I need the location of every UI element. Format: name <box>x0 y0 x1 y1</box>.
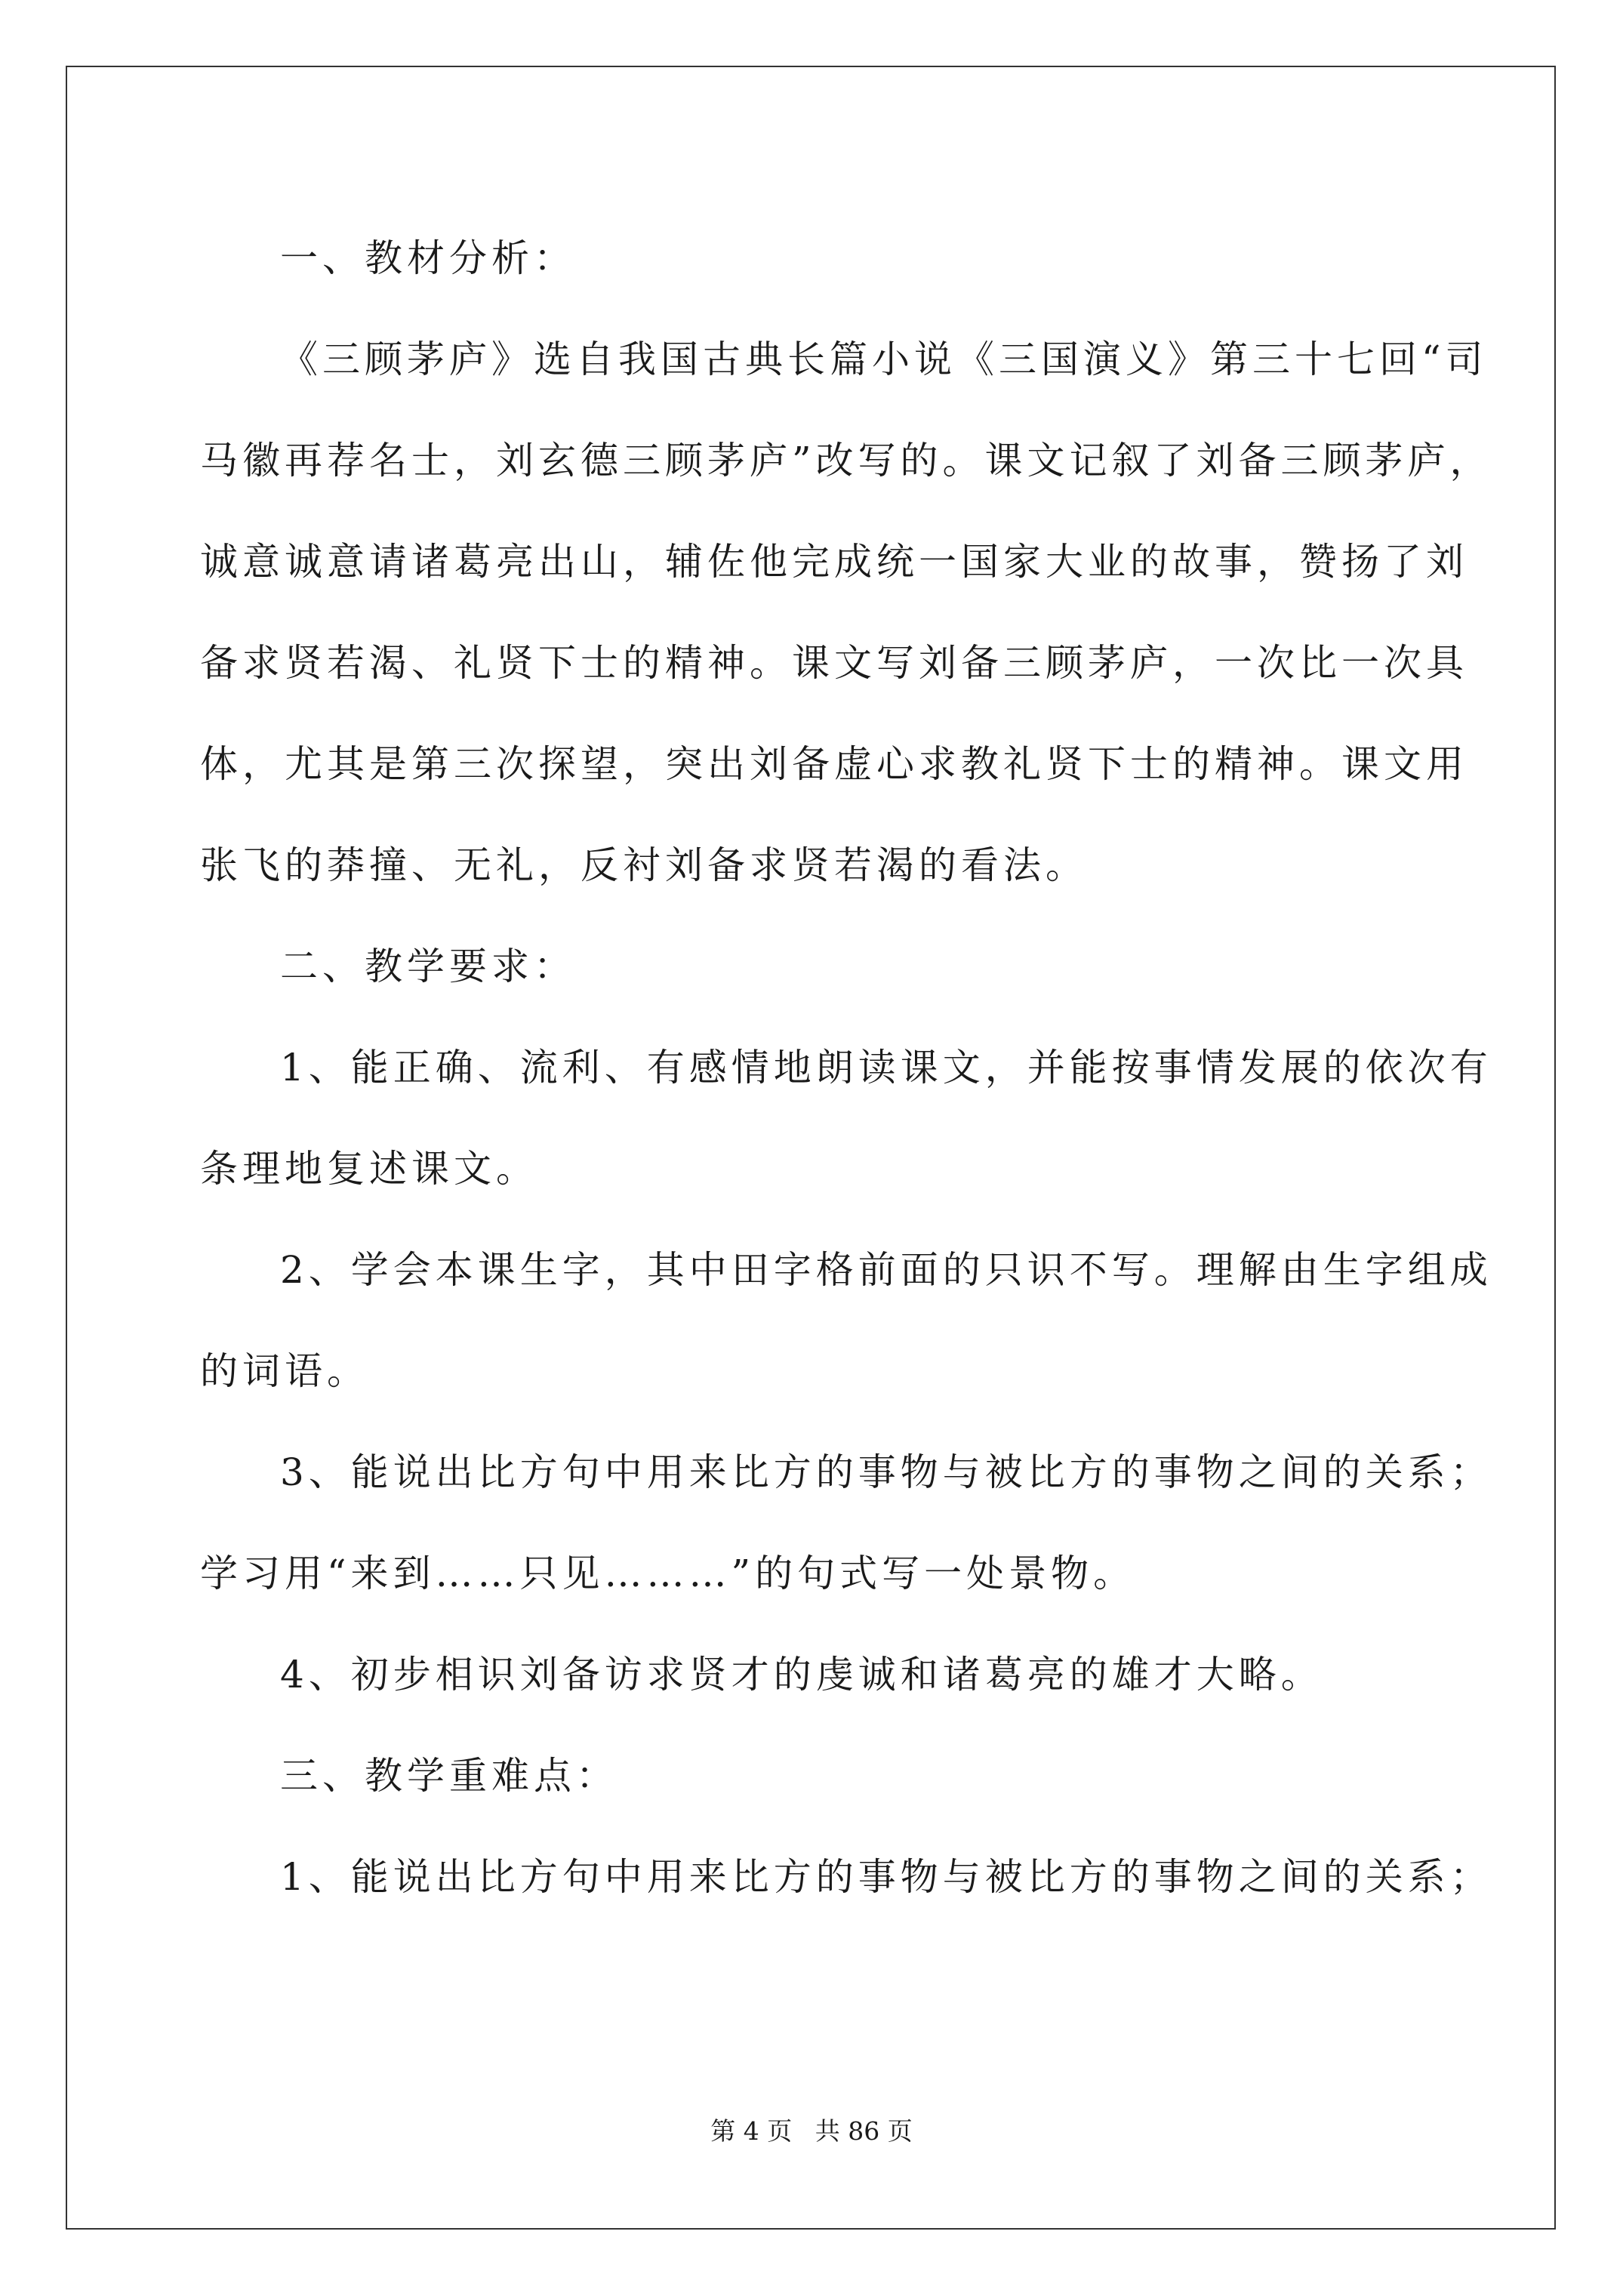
section-heading: 三、教学重难点： <box>280 1754 618 1798</box>
section-heading: 一、教材分析： <box>280 236 576 280</box>
paragraph-line: 诚意诚意请诸葛亮出山，辅佐他完成统一国家大业的故事，赞扬了刘 <box>200 540 1468 584</box>
list-item-line: 2、学会本课生字，其中田字格前面的只识不写。理解由生字组成 <box>280 1248 1492 1292</box>
list-item-line: 4、初步相识刘备访求贤才的虔诚和诸葛亮的雄才大略。 <box>280 1653 1323 1697</box>
paragraph-line: 备求贤若渴、礼贤下士的精神。课文写刘备三顾茅庐，一次比一次具 <box>200 641 1468 685</box>
list-item-line: 3、能说出比方句中用来比方的事物与被比方的事物之间的关系； <box>280 1450 1492 1494</box>
page-total: 共 86 页 <box>815 2116 913 2146</box>
list-item-line: 1、能说出比方句中用来比方的事物与被比方的事物之间的关系； <box>280 1855 1492 1899</box>
page-number: 第 4 页 <box>710 2116 793 2146</box>
paragraph-line: 《三顾茅庐》选自我国古典长篇小说《三国演义》第三十七回“司 <box>280 337 1488 381</box>
paragraph-line: 张飞的莽撞、无礼，反衬刘备求贤若渴的看法。 <box>200 843 1088 887</box>
list-item-line: 的词语。 <box>200 1349 369 1393</box>
paragraph-line: 马徽再荐名士，刘玄德三顾茅庐”改写的。课文记叙了刘备三顾茅庐， <box>200 439 1492 482</box>
paragraph-line: 体，尤其是第三次探望，突出刘备虚心求教礼贤下士的精神。课文用 <box>200 742 1468 786</box>
list-item-line: 条理地复述课文。 <box>200 1147 538 1191</box>
list-item-line: 学习用“来到……只见………”的句式写一处景物。 <box>200 1552 1136 1595</box>
list-item-line: 1、能正确、流利、有感情地朗读课文，并能按事情发展的依次有 <box>280 1046 1492 1089</box>
section-heading: 二、教学要求： <box>280 945 576 988</box>
page-footer <box>0 2116 1623 2147</box>
